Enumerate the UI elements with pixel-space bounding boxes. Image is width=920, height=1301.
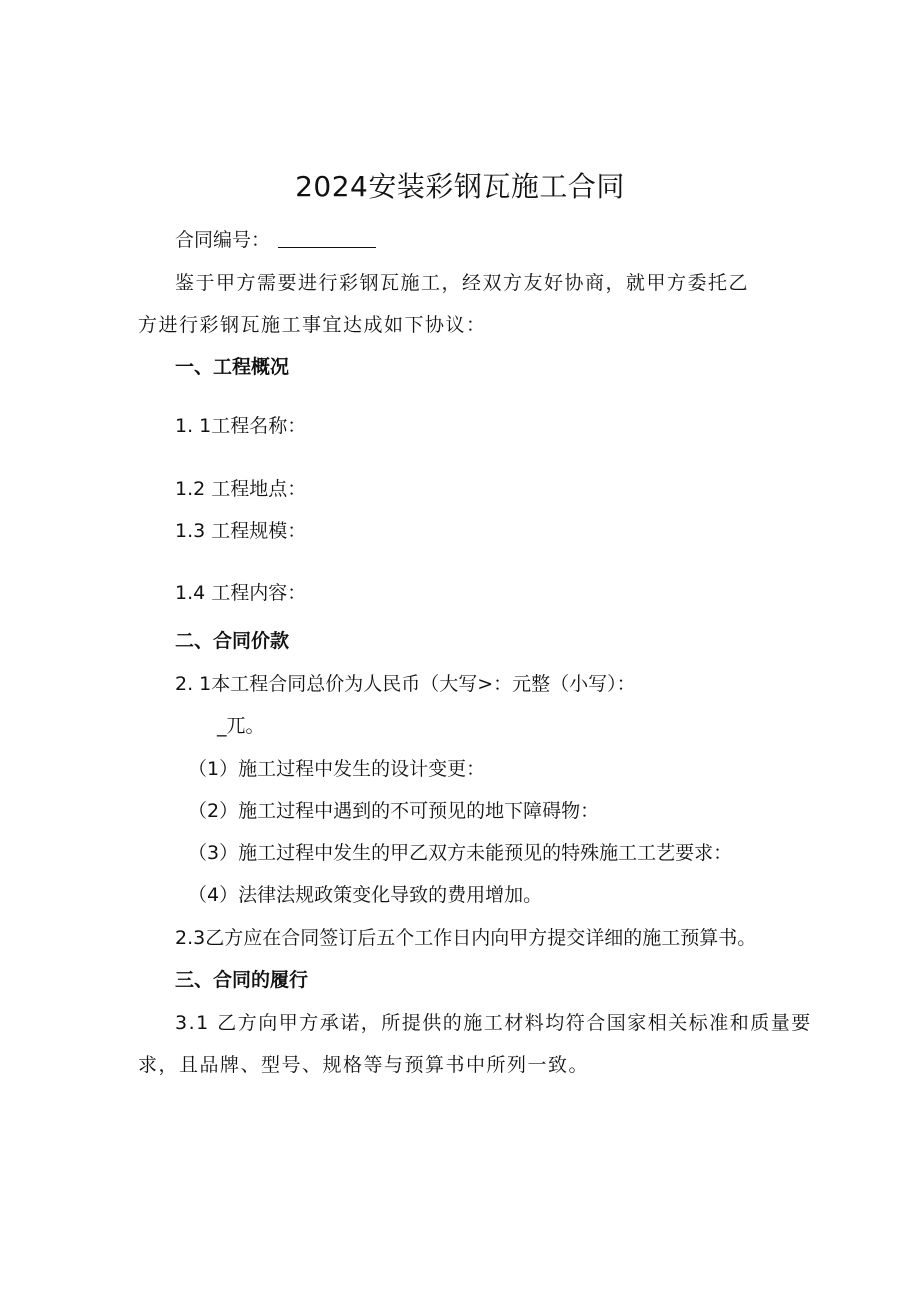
contract-number-label: 合同编号： xyxy=(175,229,271,251)
section2-heading: 二、合同价款 xyxy=(175,630,290,652)
section2-sub-item-2: （2）施工过程中遇到的不可预见的地下障碍物： xyxy=(188,800,600,822)
intro-line-1: 鉴于甲方需要进行彩钢瓦施工，经双方友好协商，就甲方委托乙 xyxy=(175,272,750,294)
section1-item-2: 1.2 工程地点： xyxy=(175,478,307,500)
section3-item1-line1: 3.1 乙方向甲方承诺，所提供的施工材料均符合国家相关标准和质量要 xyxy=(175,1012,812,1034)
section1-heading: 一、工程概况 xyxy=(175,356,290,378)
section1-item-4: 1.4 工程内容： xyxy=(175,582,307,604)
section3-heading: 三、合同的履行 xyxy=(175,969,309,991)
intro-line-2: 方进行彩钢瓦施工事宜达成如下协议： xyxy=(138,314,487,336)
contract-number-blank xyxy=(278,229,376,248)
contract-number-row xyxy=(175,228,376,252)
section1-item-3: 1.3 工程规模： xyxy=(175,520,307,542)
section2-item1-line2: _兀。 xyxy=(217,715,265,737)
section2-sub-item-3: （3）施工过程中发生的甲乙双方未能预见的特殊施工工艺要求： xyxy=(188,842,733,864)
section1-item-1: 1. 1工程名称： xyxy=(175,415,307,437)
document-title: 2024安装彩钢瓦施工合同 xyxy=(295,170,625,203)
section2-sub-item-1: （1）施工过程中发生的设计变更： xyxy=(188,758,486,780)
section2-sub-item-4: （4）法律法规政策变化导致的费用增加。 xyxy=(188,884,543,906)
section2-item-3: 2.3乙方应在合同签订后五个工作日内向甲方提交详细的施工预算书。 xyxy=(175,927,757,949)
section2-item1-line1: 2. 1本工程合同总价为人民币（大写>：元整（小写）： xyxy=(175,673,636,695)
section3-item1-line2: 求，且品牌、型号、规格等与预算书中所列一致。 xyxy=(138,1054,590,1076)
